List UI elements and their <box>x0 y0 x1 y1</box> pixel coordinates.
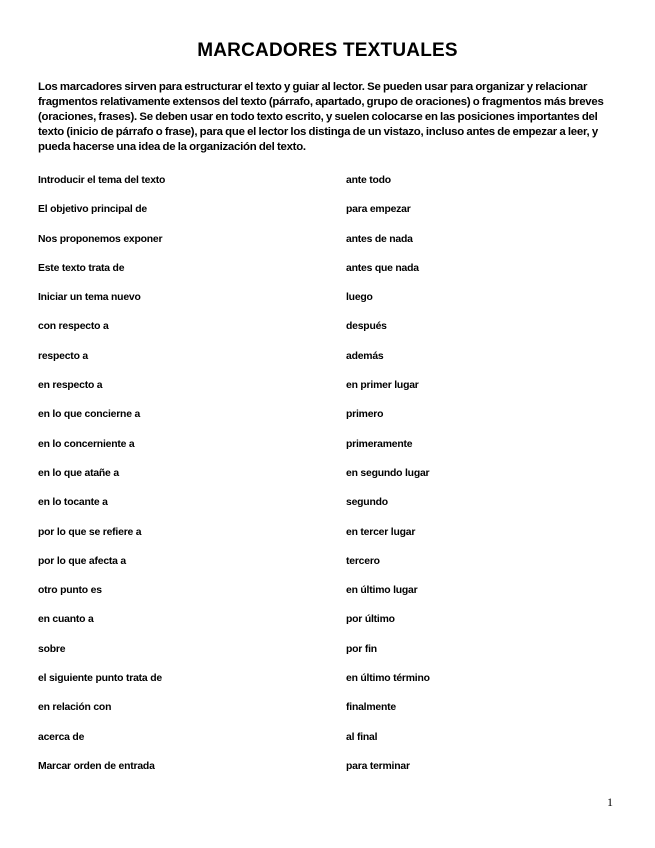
list-item: El objetivo principal de <box>38 204 147 216</box>
list-item: tercero <box>346 555 380 567</box>
list-item: en lo que concierne a <box>38 409 141 421</box>
list-item: ante todo <box>346 175 391 186</box>
list-item: otro punto es <box>38 585 102 597</box>
intro-paragraph: Los marcadores sirven para estructurar el texto y guiar al lector. Se pueden usar para organizar y relacionar fragmentos relativamente extensos del texto (párrafo, apartado, grupo de oraciones) o fragmentos más breves (oraciones, frases). Se deben usar en todo texto escrito, y suelen colocarse en las posiciones importantes del texto (inicio de párrafo o frase), para que el lector los distinga de un vistazo, incluso antes de empezar a leer, y pueda hacerse una idea de la organización del texto. <box>38 81 604 153</box>
page-number: 1 <box>607 795 613 809</box>
list-item: con respecto a <box>38 321 109 333</box>
list-item: en lo tocante a <box>38 497 108 509</box>
list-item: el siguiente punto trata de <box>38 673 162 685</box>
list-item: por último <box>346 614 395 626</box>
list-item: antes de nada <box>346 233 413 245</box>
list-item: en lo concerniente a <box>38 438 135 450</box>
list-item: en tercer lugar <box>346 526 416 538</box>
list-item: segundo <box>346 497 388 509</box>
list-item: en último término <box>346 673 430 685</box>
list-item: primeramente <box>346 438 413 450</box>
list-item: después <box>346 321 387 333</box>
list-item: Marcar orden de entrada <box>38 760 155 772</box>
list-item: por fin <box>346 643 377 655</box>
list-item: luego <box>346 292 373 304</box>
list-item: Este texto trata de <box>38 262 125 274</box>
left-column-list <box>38 174 328 789</box>
list-item: Introducir el tema del texto <box>38 175 166 186</box>
list-item: en lo que atañe a <box>38 467 119 479</box>
list-item: acerca de <box>38 731 85 743</box>
list-item: para empezar <box>346 204 411 216</box>
list-item: al final <box>346 731 378 743</box>
list-item: en cuanto a <box>38 614 94 626</box>
list-item: para terminar <box>346 760 410 772</box>
list-item: Iniciar un tema nuevo <box>38 292 141 304</box>
list-item: en segundo lugar <box>346 467 430 479</box>
page-title: MARCADORES TEXTUALES <box>197 40 458 61</box>
list-item: por lo que se refiere a <box>38 526 142 538</box>
list-item: además <box>346 350 384 362</box>
list-item: finalmente <box>346 702 396 714</box>
list-item: en primer lugar <box>346 380 419 392</box>
list-item: sobre <box>38 643 66 655</box>
right-column-list <box>346 174 626 789</box>
list-item: en relación con <box>38 702 112 714</box>
list-item: primero <box>346 409 384 421</box>
list-item: respecto a <box>38 350 88 362</box>
list-item: en último lugar <box>346 585 418 597</box>
list-item: por lo que afecta a <box>38 555 127 567</box>
list-item: antes que nada <box>346 262 419 274</box>
list-item: en respecto a <box>38 380 103 392</box>
list-item: Nos proponemos exponer <box>38 233 163 245</box>
